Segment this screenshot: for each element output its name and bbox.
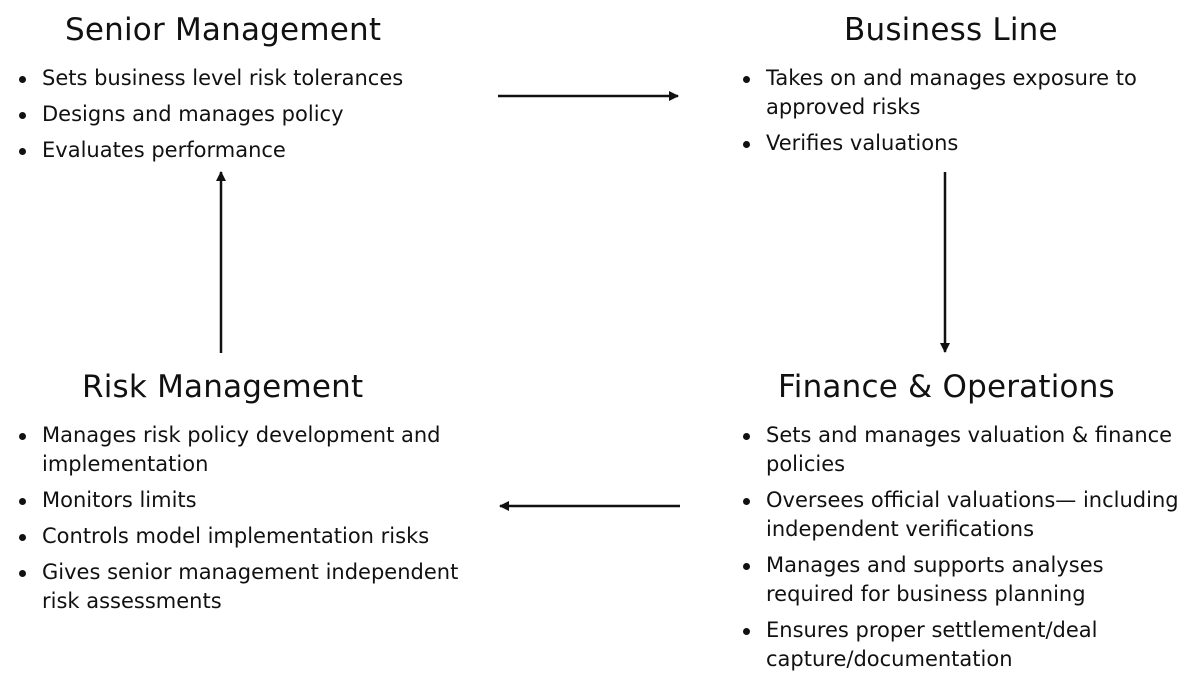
bullet-item: Designs and manages policy <box>16 100 486 129</box>
business-line-title: Business Line <box>844 12 1058 48</box>
bullet-item: Evaluates performance <box>16 136 486 165</box>
bullet-item: Controls model implementation risks <box>16 522 486 551</box>
bullet-item: Takes on and manages exposure to approved risks <box>740 64 1190 122</box>
bullet-item: Sets business level risk tolerances <box>16 64 486 93</box>
bullet-item: Oversees official valuations— including independent verifications <box>740 486 1190 544</box>
risk-management-title: Risk Management <box>82 369 364 405</box>
bullet-item: Sets and manages valuation & finance policies <box>740 421 1190 479</box>
bullet-item: Manages and supports analyses required for business planning <box>740 551 1190 609</box>
bullet-item: Gives senior management independent risk assessments <box>16 558 486 616</box>
finance-operations-title: Finance & Operations <box>778 369 1115 405</box>
bullet-item: Ensures proper settlement/deal capture/documentation <box>740 616 1190 674</box>
bullet-item: Monitors limits <box>16 486 486 515</box>
bullet-item: Verifies valuations <box>740 129 1190 158</box>
bullet-item: Manages risk policy development and implementation <box>16 421 486 479</box>
senior-management-title: Senior Management <box>65 12 382 48</box>
